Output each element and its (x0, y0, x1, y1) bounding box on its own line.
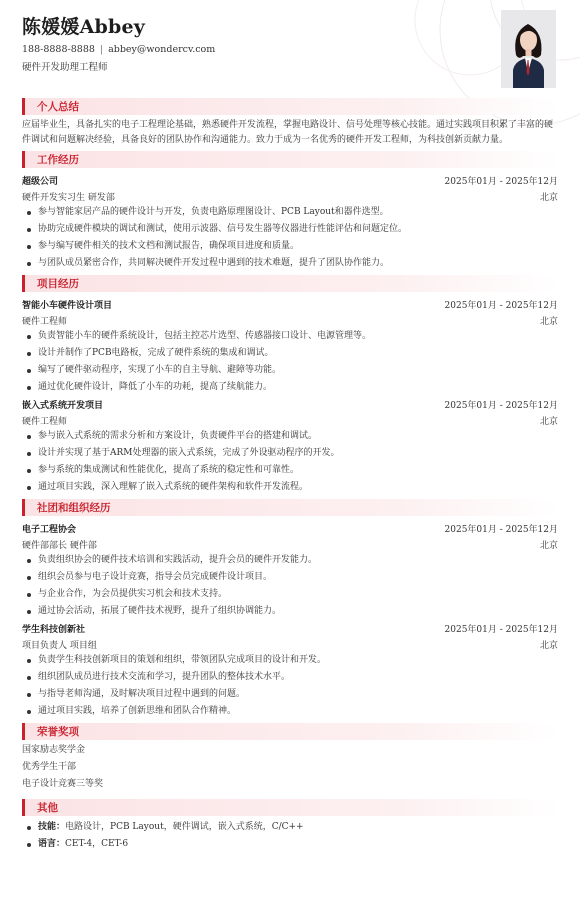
entry-date: 2025年01月 - 2025年12月 (444, 176, 558, 187)
section-work (22, 151, 558, 168)
entry-bullets (22, 428, 558, 496)
entry-organization: 嵌入式系统开发项目 (22, 400, 104, 411)
entry-position: 项目负责人 项目组 (22, 640, 97, 651)
bullet-item: 组织会员参与电子设计竞赛，指导会员完成硬件设计项目。 (22, 569, 558, 586)
bullet-item: 协助完成硬件模块的调试和测试，使用示波器、信号发生器等仪器进行性能评估和问题定位。 (22, 221, 558, 238)
bullet-item: 与团队成员紧密合作，共同解决硬件开发过程中遇到的技术难题，提升了团队协作能力。 (22, 255, 558, 272)
entry-organization: 超级公司 (22, 176, 59, 187)
bullet-item: 参与嵌入式系统的需求分析和方案设计，负责硬件平台的搭建和调试。 (22, 428, 558, 445)
bullet-item: 通过项目实践，培养了创新思维和团队合作精神。 (22, 703, 558, 720)
entry-date: 2025年01月 - 2025年12月 (444, 400, 558, 411)
section-title-work: 工作经历 (37, 154, 79, 166)
section-activities (22, 499, 558, 516)
honor-item: 优秀学生干部 (22, 762, 77, 772)
honor-item: 国家励志奖学金 (22, 745, 86, 755)
bullet-item: 负责组织协会的硬件技术培训和实践活动，提升会员的硬件开发能力。 (22, 552, 558, 569)
summary-text: 应届毕业生，具备扎实的电子工程理论基础，熟悉硬件开发流程，掌握电路设计、信号处理等核心技能。通过实践项目积累了丰富的硬件调试和问题解决经验，具备良好的团队协作和沟通能力。致力于成为一名优秀的硬件开发工程师，为科技创新贡献力量。 (22, 120, 554, 145)
section-other (22, 799, 558, 816)
contact-separator: | (99, 44, 104, 55)
section-title-honors: 荣誉奖项 (37, 726, 79, 738)
bullet-item: 设计并实现了基于ARM处理器的嵌入式系统，完成了外设驱动程序的开发。 (22, 445, 558, 462)
bullet-item: 通过优化硬件设计，降低了小车的功耗，提高了续航能力。 (22, 379, 558, 396)
skills-value: 电路设计，PCB Layout，硬件调试，嵌入式系统，C/C++ (65, 822, 304, 832)
bullet-item: 与指导老师沟通，及时解决项目过程中遇到的问题。 (22, 686, 558, 703)
section-title-projects: 项目经历 (37, 278, 79, 290)
candidate-name: 陈媛媛Abbey (22, 16, 146, 38)
email-address: abbey@wondercv.com (108, 44, 216, 55)
section-honors (22, 723, 558, 740)
language-label: 语言： (38, 839, 66, 849)
phone-number: 188-8888-8888 (22, 44, 95, 55)
resume-header (22, 0, 558, 95)
target-role: 硬件开发助理工程师 (22, 62, 108, 73)
skills-item (22, 819, 558, 836)
section-title-activities: 社团和组织经历 (37, 502, 111, 514)
entry-position: 硬件工程师 (22, 416, 68, 427)
bullet-item: 负责智能小车的硬件系统设计，包括主控芯片选型、传感器接口设计、电源管理等。 (22, 328, 558, 345)
bullet-item: 设计并制作了PCB电路板，完成了硬件系统的集成和调试。 (22, 345, 558, 362)
entry-organization: 智能小车硬件设计项目 (22, 300, 113, 311)
section-projects (22, 275, 558, 292)
entry-bullets (22, 204, 558, 272)
work-entry (22, 172, 558, 272)
activity-entry (22, 520, 558, 620)
bullet-item: 通过协会活动，拓展了硬件技术视野，提升了组织协调能力。 (22, 603, 558, 620)
entry-date: 2025年01月 - 2025年12月 (444, 524, 558, 535)
bullet-item: 编写了硬件驱动程序，实现了小车的自主导航、避障等功能。 (22, 362, 558, 379)
entry-organization: 学生科技创新社 (22, 624, 86, 635)
entry-bullets (22, 552, 558, 620)
entry-bullets (22, 328, 558, 396)
activity-entry (22, 620, 558, 720)
bullet-item: 负责学生科技创新项目的策划和组织，带领团队完成项目的设计和开发。 (22, 652, 558, 669)
section-title-summary: 个人总结 (37, 101, 79, 113)
entry-position: 硬件部部长 硬件部 (22, 540, 97, 551)
bullet-item: 通过项目实践，深入理解了嵌入式系统的硬件架构和软件开发流程。 (22, 479, 558, 496)
project-entry (22, 296, 558, 396)
bullet-item: 参与编写硬件相关的技术文档和测试报告，确保项目进度和质量。 (22, 238, 558, 255)
honors-list (22, 742, 558, 793)
bullet-item: 参与系统的集成测试和性能优化，提高了系统的稳定性和可靠性。 (22, 462, 558, 479)
section-summary (22, 98, 558, 115)
profile-photo (501, 10, 556, 88)
entry-location: 北京 (539, 316, 558, 327)
entry-location: 北京 (539, 416, 558, 427)
bullet-item: 参与智能家居产品的硬件设计与开发，负责电路原理图设计、PCB Layout和器件选型。 (22, 204, 558, 221)
entry-date: 2025年01月 - 2025年12月 (444, 624, 558, 635)
entry-location: 北京 (539, 540, 558, 551)
bullet-item: 组织团队成员进行技术交流和学习，提升团队的整体技术水平。 (22, 669, 558, 686)
other-list (22, 819, 558, 853)
entry-date: 2025年01月 - 2025年12月 (444, 300, 558, 311)
language-value: CET-4，CET-6 (65, 839, 129, 849)
entry-position: 硬件工程师 (22, 316, 68, 327)
entry-organization: 电子工程协会 (22, 524, 77, 535)
contact-line (22, 44, 215, 55)
skills-label: 技能： (38, 822, 66, 832)
language-item (22, 836, 558, 853)
entry-location: 北京 (539, 640, 558, 651)
bullet-item: 与企业合作，为会员提供实习机会和技术支持。 (22, 586, 558, 603)
entry-position: 硬件开发实习生 研发部 (22, 192, 115, 203)
entry-bullets (22, 652, 558, 720)
honor-item: 电子设计竞赛三等奖 (22, 779, 104, 789)
entry-location: 北京 (539, 192, 558, 203)
project-entry (22, 396, 558, 496)
section-title-other: 其他 (37, 802, 58, 814)
